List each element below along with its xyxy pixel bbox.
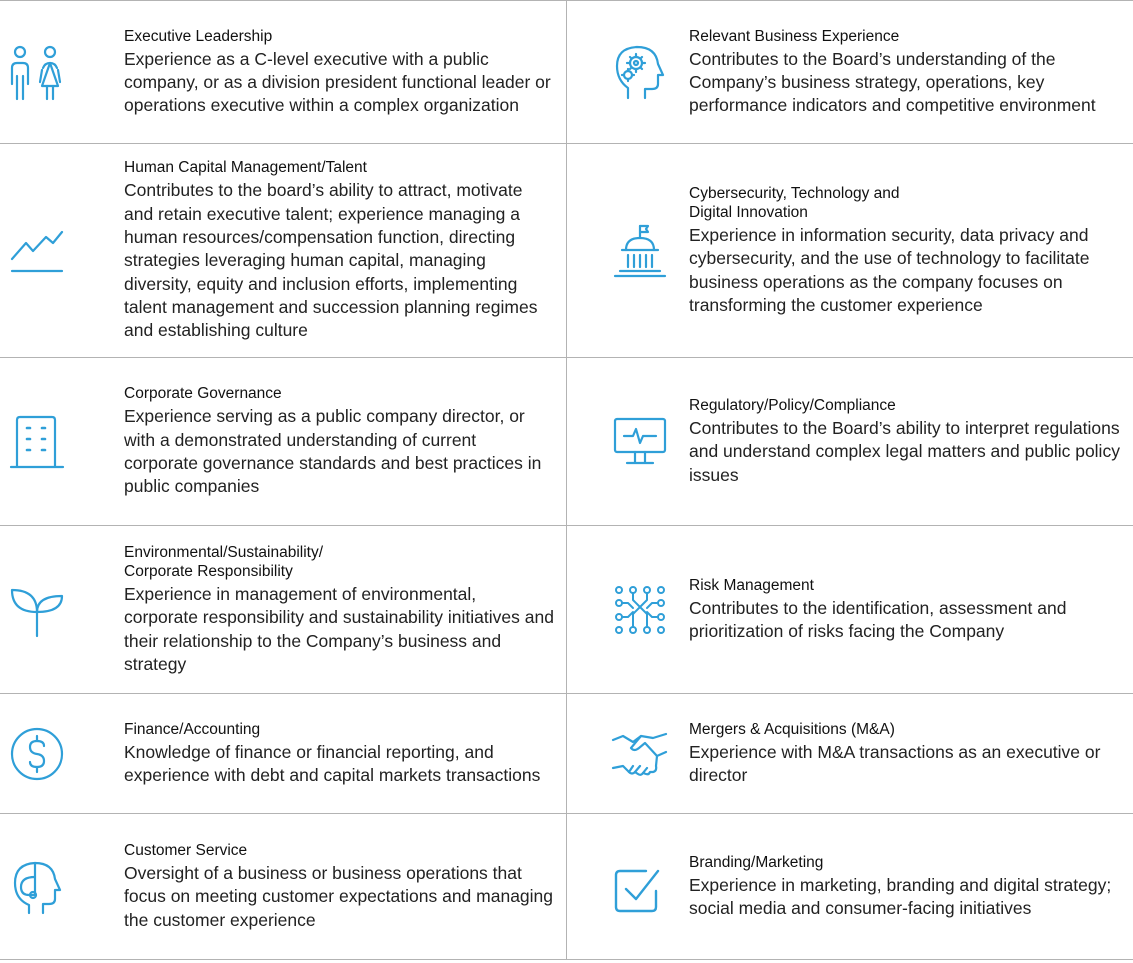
skill-description: Experience in information security, data privacy and cybersecurity, and the use of technology to facilitate business operations as the company focuses on transforming the customer experience — [689, 224, 1090, 315]
skill-title: Environmental/Sustainability/ Corporate Responsibility — [124, 543, 324, 580]
skill-title: Finance/Accounting — [124, 720, 261, 738]
skill-title: Human Capital Management/Talent — [124, 159, 367, 177]
checkbox-icon — [611, 859, 669, 915]
capitol-building-icon — [611, 222, 669, 280]
skill-human-capital-management — [0, 144, 567, 357]
skill-description: Contributes to the Board’s ability to interpret regulations and understand complex legal matters and public policy issues — [689, 418, 1120, 485]
skills-row — [0, 693, 1133, 813]
skill-title: Cybersecurity, Technology and Digital Innovation — [689, 184, 900, 221]
skill-risk-management — [567, 526, 1133, 693]
skill-corporate-governance — [0, 358, 567, 525]
skill-branding-marketing — [567, 814, 1133, 959]
skill-title: Customer Service — [124, 842, 248, 860]
skills-row — [0, 525, 1133, 693]
skill-relevant-business-experience — [567, 1, 1133, 143]
skill-description: Experience with M&A transactions as an executive or director — [689, 741, 1101, 785]
skills-row — [0, 143, 1133, 357]
skill-title: Corporate Governance — [124, 385, 282, 403]
sprout-icon — [8, 582, 66, 638]
skill-environmental-sustainability — [0, 526, 567, 693]
headset-agent-icon — [8, 857, 66, 917]
skill-description: Contributes to the board’s ability to attract, motivate and retain executive talent; experience managing a human resources/compensation function, directing strategies leveraging human capital, managing diversity, equity and inclusion efforts, implementing talent management and succession planning regimes and establishing culture — [124, 180, 538, 341]
monitor-pulse-icon — [611, 416, 669, 468]
skill-title: Relevant Business Experience — [689, 27, 900, 45]
dollar-coin-icon — [8, 726, 66, 782]
skill-mergers-acquisitions — [567, 694, 1133, 813]
skill-cybersecurity-technology — [567, 144, 1133, 357]
line-chart-icon — [8, 227, 66, 275]
office-building-icon — [8, 414, 66, 470]
handshake-icon — [611, 728, 669, 780]
skill-executive-leadership — [0, 1, 567, 143]
skill-title: Branding/Marketing — [689, 853, 824, 871]
people-icon — [8, 42, 66, 102]
head-gears-icon — [611, 42, 669, 102]
circuit-icon — [611, 584, 669, 636]
skill-title: Executive Leadership — [124, 27, 273, 45]
skill-title: Mergers & Acquisitions (M&A) — [689, 720, 895, 738]
skills-row — [0, 0, 1133, 143]
skill-title: Risk Management — [689, 576, 814, 594]
skill-description: Experience serving as a public company director, or with a demonstrated understanding of current corporate governance standards and best practices in public companies — [124, 406, 542, 497]
skill-regulatory-policy-compliance — [567, 358, 1133, 525]
skills-row — [0, 813, 1133, 960]
skill-description: Experience as a C-level executive with a public company, or as a division president functional leader or operations executive within a complex organization — [124, 48, 551, 116]
skill-description: Experience in marketing, branding and digital strategy; social media and consumer-facing initiatives — [689, 874, 1112, 918]
skill-description: Knowledge of finance or financial reporting, and experience with debt and capital markets transactions — [124, 741, 541, 785]
skill-description: Oversight of a business or business operations that focus on meeting customer expectations and managing the customer experience — [124, 863, 554, 930]
skill-description: Contributes to the Board’s understanding of the Company’s business strategy, operations, key performance indicators and competitive environment — [689, 48, 1096, 116]
skill-description: Contributes to the identification, assessment and prioritization of risks facing the Company — [689, 597, 1067, 641]
skill-finance-accounting — [0, 694, 567, 813]
skill-description: Experience in management of environmental, corporate responsibility and sustainability initiatives and their relationship to the Company’s business and strategy — [124, 583, 554, 674]
skill-title: Regulatory/Policy/Compliance — [689, 397, 896, 415]
skills-row — [0, 357, 1133, 525]
skill-customer-service — [0, 814, 567, 959]
